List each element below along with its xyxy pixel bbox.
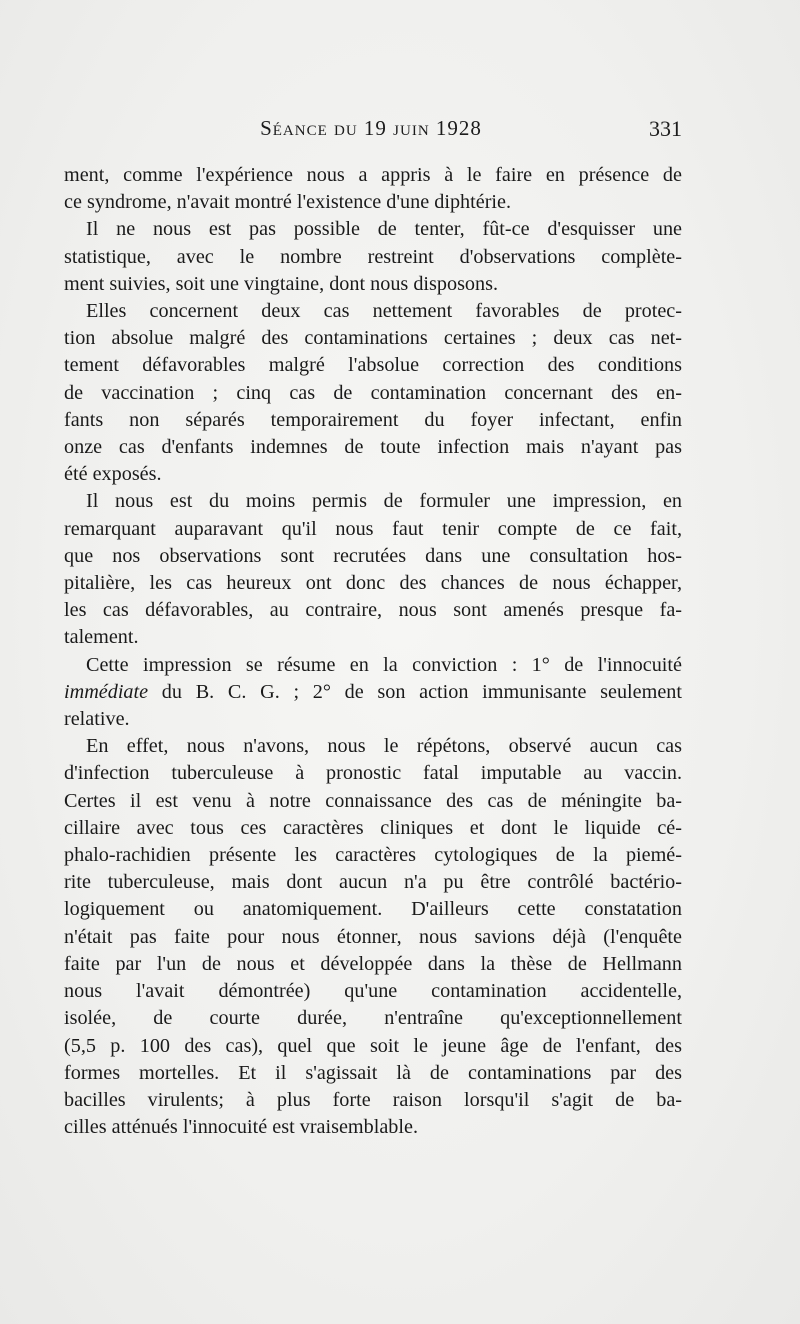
text-line: nous l'avait démontrée) qu'une contamination accidentelle, [64,980,682,1003]
text-line: tion absolue malgré des contaminations certaines ; deux cas net- [64,327,682,350]
page-number: 331 [649,116,682,141]
text-line: de vaccination ; cinq cas de contamination concernant des en- [64,381,682,404]
text-line: statistique, avec le nombre restreint d'observations complète- [64,245,682,268]
body-text [64,162,682,1141]
text-line: d'infection tuberculeuse à pronostic fatal imputable au vaccin. [64,762,682,785]
paragraph-5 [64,652,682,734]
text-line: tement défavorables malgré l'absolue correction des conditions [64,354,682,377]
paragraph-1 [64,162,682,216]
text-line: talement. [64,626,139,649]
text-line: que nos observations sont recrutées dans une consultation hos- [64,544,682,567]
text-line: Il ne nous est pas possible de tenter, fût-ce d'esquisser une [86,218,682,241]
paragraph-4 [64,488,682,651]
text-line: rite tuberculeuse, mais dont aucun n'a pu être contrôlé bactério- [64,871,682,894]
text-line: relative. [64,708,130,731]
text-line: bacilles virulents; à plus forte raison lorsqu'il s'agit de ba- [64,1088,682,1111]
page-header [60,116,682,150]
text-line: formes mortelles. Et il s'agissait là de contaminations par des [64,1061,682,1084]
text-line: fants non séparés temporairement du foyer infectant, enfin [64,408,682,431]
text-line: les cas défavorables, au contraire, nous sont amenés presque fa- [64,599,682,622]
italic-term: immédiate [64,680,149,703]
text-line: cillaire avec tous ces caractères cliniques et dont le liquide cé- [64,816,682,839]
text-line: phalo-rachidien présente les caractères cytologiques de la piemé- [64,844,682,867]
text-line: Il nous est du moins permis de formuler une impression, en [86,490,682,513]
text-line: En effet, nous n'avons, nous le répétons, observé aucun cas [86,735,682,758]
text-line: pitalière, les cas heureux ont donc des chances de nous échapper, [64,572,682,595]
text-line: Elles concernent deux cas nettement favorables de protec- [86,300,682,323]
paragraph-3 [64,298,682,488]
text-line [64,679,682,706]
text-line: Cette impression se résume en la conviction : 1° de l'innocuité [86,653,682,676]
paragraph-6 [64,733,682,1141]
text-line: remarquant auparavant qu'il nous faut tenir compte de ce fait, [64,517,682,540]
paragraph-2 [64,216,682,298]
text-line: n'était pas faite pour nous étonner, nous savions déjà (l'enquête [64,925,682,948]
text-line: Certes il est venu à notre connaissance des cas de méningite ba- [64,789,682,812]
text-line: été exposés. [64,463,162,486]
text-line: faite par l'un de nous et développée dans la thèse de Hellmann [64,952,682,975]
text-line: onze cas d'enfants indemnes de toute infection mais n'ayant pas [64,436,682,459]
text-line: logiquement ou anatomiquement. D'ailleurs cette constatation [64,898,682,921]
text-line: (5,5 p. 100 des cas), quel que soit le jeune âge de l'enfant, des [64,1034,682,1057]
text-line: ce syndrome, n'avait montré l'existence d'une diphtérie. [64,191,512,214]
text-line: isolée, de courte durée, n'entraîne qu'exceptionnellement [64,1007,682,1030]
text-line: ment suivies, soit une vingtaine, dont nous disposons. [64,272,499,295]
running-title: Séance du 19 juin 1928 [260,116,482,140]
text-line: cilles atténués l'innocuité est vraisemblable. [64,1116,419,1139]
text-line: ment, comme l'expérience nous a appris à le faire en présence de [64,164,682,186]
text-run: du B. C. G. ; 2° de son action immunisante seulement [148,680,682,703]
